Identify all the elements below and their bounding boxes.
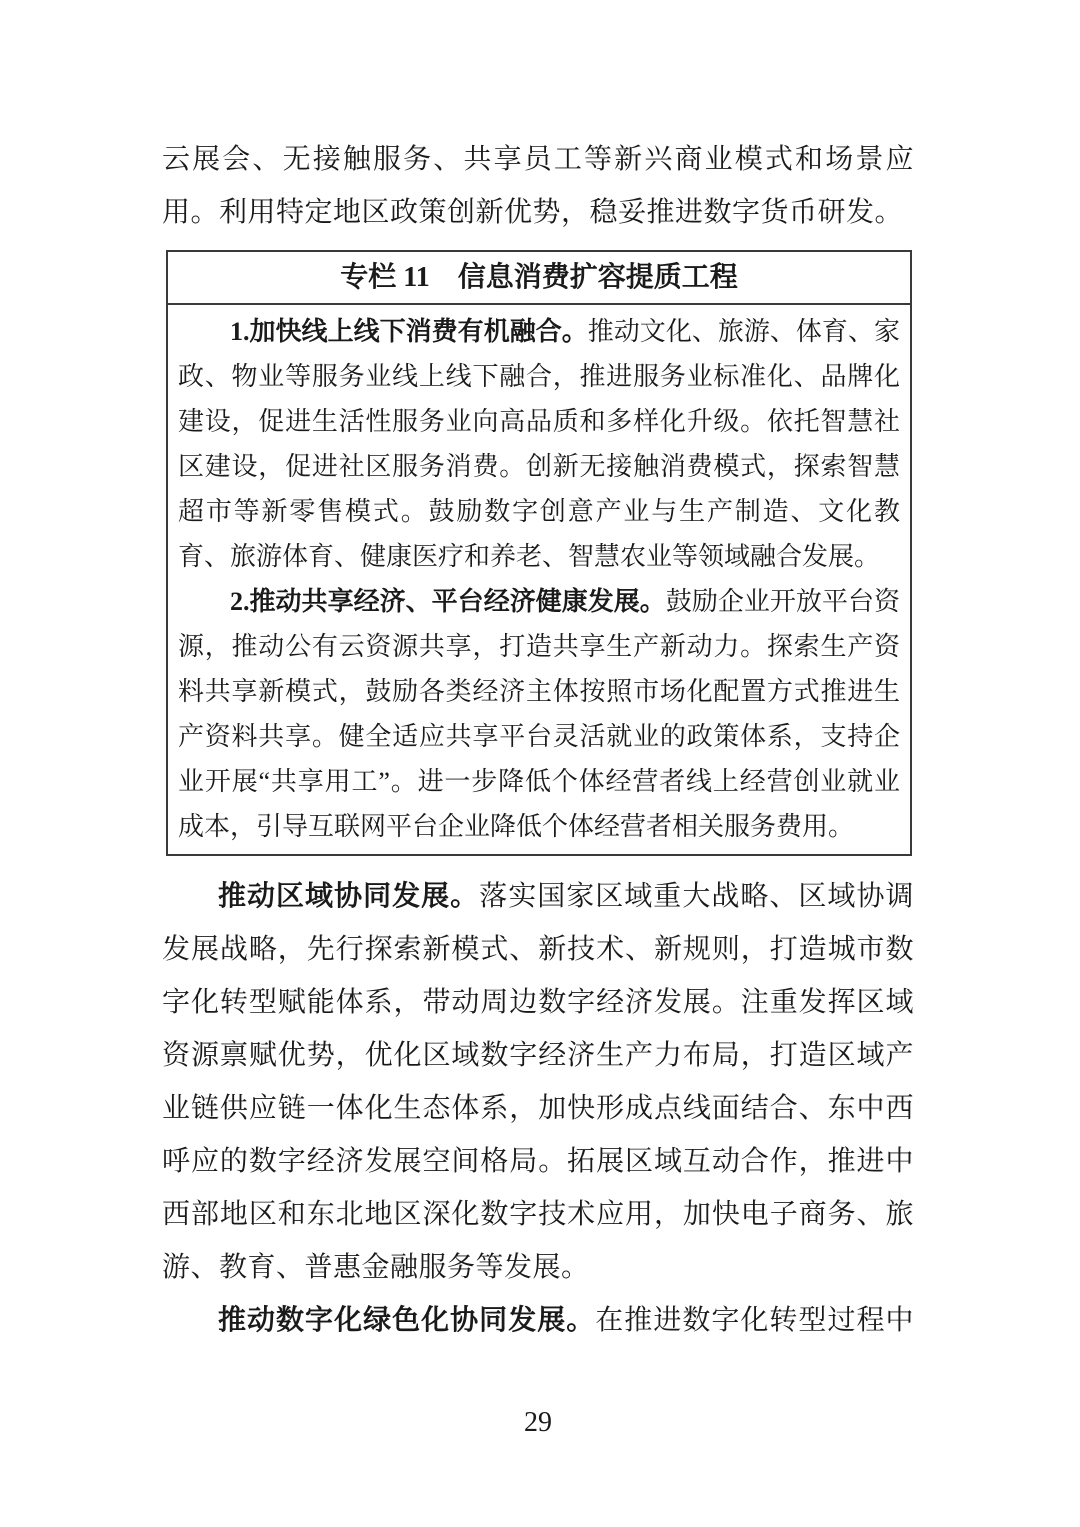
paragraph-lead: 1.加快线上线下消费有机融合。: [230, 317, 588, 346]
paragraph-text: 在推进数字化转型过程中: [595, 1305, 914, 1336]
page-content: [162, 0, 914, 1443]
intro-paragraph: 云展会、无接触服务、共享员工等新兴商业模式和场景应用。利用特定地区政策创新优势，稳妥推进数字货币研发。: [162, 144, 914, 228]
feature-box: [166, 250, 912, 856]
page-number: 29: [524, 1407, 552, 1438]
body-paragraph-2: [162, 1294, 914, 1347]
feature-box-paragraph-1: [178, 309, 900, 579]
paragraph-text: 推动文化、旅游、体育、家政、物业等服务业线上线下融合，推进服务业标准化、品牌化建设，促进生活性服务业向高品质和多样化升级。依托智慧社区建设，促进社区服务消费。创新无接触消费模式，探索智慧超市等新零售模式。鼓励数字创意产业与生产制造、文化教育、旅游体育、健康医疗和养老、智慧农业等领域融合发展。: [178, 317, 900, 571]
paragraph-lead: 推动数字化绿色化协同发展。: [218, 1305, 596, 1336]
paragraph-lead: 推动区域协同发展。: [218, 881, 480, 912]
feature-box-title: 专栏 11 信息消费扩容提质工程: [168, 252, 910, 305]
paragraph-text: 落实国家区域重大战略、区域协调发展战略，先行探索新模式、新技术、新规则，打造城市数字化转型赋能体系，带动周边数字经济发展。注重发挥区域资源禀赋优势，优化区域数字经济生产力布局，打造区域产业链供应链一体化生态体系，加快形成点线面结合、东中西呼应的数字经济发展空间格局。拓展区域互动合作，推进中西部地区和东北地区深化数字技术应用，加快电子商务、旅游、教育、普惠金融服务等发展。: [162, 881, 914, 1283]
paragraph-text: 鼓励企业开放平台资源，推动公有云资源共享，打造共享生产新动力。探索生产资料共享新模式，鼓励各类经济主体按照市场化配置方式推进生产资料共享。健全适应共享平台灵活就业的政策体系，支持企业开展“共享用工”。进一步降低个体经营者线上经营创业就业成本，引导互联网平台企业降低个体经营者相关服务费用。: [178, 587, 900, 841]
body-paragraph-1: [162, 870, 914, 1294]
paragraph-lead: 2.推动共享经济、平台经济健康发展。: [230, 587, 666, 616]
feature-box-paragraph-2: [178, 579, 900, 849]
feature-box-body: [168, 305, 910, 854]
